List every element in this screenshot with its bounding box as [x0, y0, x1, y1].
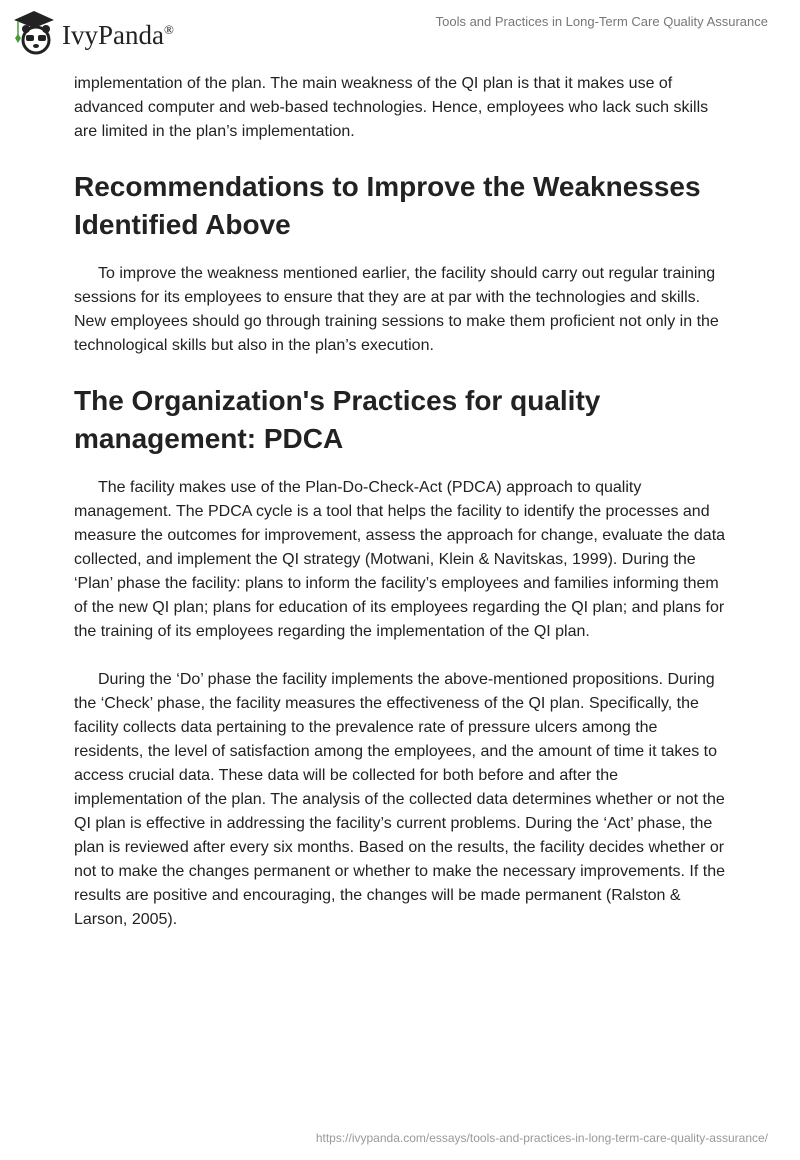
registered-mark: ® [163, 21, 174, 37]
paragraph: During the ‘Do’ phase the facility implements the above-mentioned propositions. During the ‘Check’ phase, the facility measures the effectiveness of the QI plan. Specifically, the facility collects data pertaining to the prevalence rate of pressure ulcers among the residents, the level of satisfaction among the employees, and the amount of time it takes to access crucial data. These data will be collected for both before and after the implementation of the plan. The analysis of the collected data determines whether or not the QI plan is effective in addressing the facility’s current problems. During the ‘Act’ phase, the plan is reviewed after every six months. Based on the results, the facility decides whether or not to make the changes permanent or whether to make the necessary improvements. If the results are positive and encouraging, the changes will be made permanent (Ralston & Larson, 2005). [74, 671, 726, 928]
paragraph: To improve the weakness mentioned earlier, the facility should carry out regular training sessions for its employees to ensure that they are at par with the technologies and skills. New employees should go through training sessions to make them proficient not only in the technological skills but also in the plan’s execution. [74, 265, 719, 354]
paragraph: implementation of the plan. The main weakness of the QI plan is that it makes use of advanced computer and web-based technologies. Hence, employees who lack such skills are limited in the plan’s implementation. [74, 75, 709, 140]
page-header [0, 0, 800, 60]
source-url[interactable]: https://ivypanda.com/essays/tools-and-practices-in-long-term-care-quality-assurance/ [315, 1131, 768, 1145]
paragraph: The facility makes use of the Plan-Do-Check-Act (PDCA) approach to quality management. The PDCA cycle is a tool that helps the facility to identify the processes and measure the outcomes for improvement, assess the approach for change, evaluate the data collected, and implement the QI strategy (Motwani, Klein & Navitskas, 1999). During the ‘Plan’ phase the facility: plans to inform the facility’s employees and families informing them of the new QI plan; plans for education of its employees regarding the QI plan; and plans for the training of its employees regarding the implementation of the QI plan. [74, 479, 726, 640]
section-heading: The Organization's Practices for quality management: PDCA [74, 385, 601, 454]
logo-name: IvyPanda [62, 19, 164, 50]
document-title: Tools and Practices in Long-Term Care Quality Assurance [435, 14, 768, 29]
panda-graduate-icon [12, 8, 56, 56]
logo-text [62, 20, 174, 51]
essay-content [74, 72, 728, 956]
ivypanda-logo[interactable] [12, 8, 174, 56]
section-heading: Recommendations to Improve the Weaknesses Identified Above [74, 171, 701, 240]
